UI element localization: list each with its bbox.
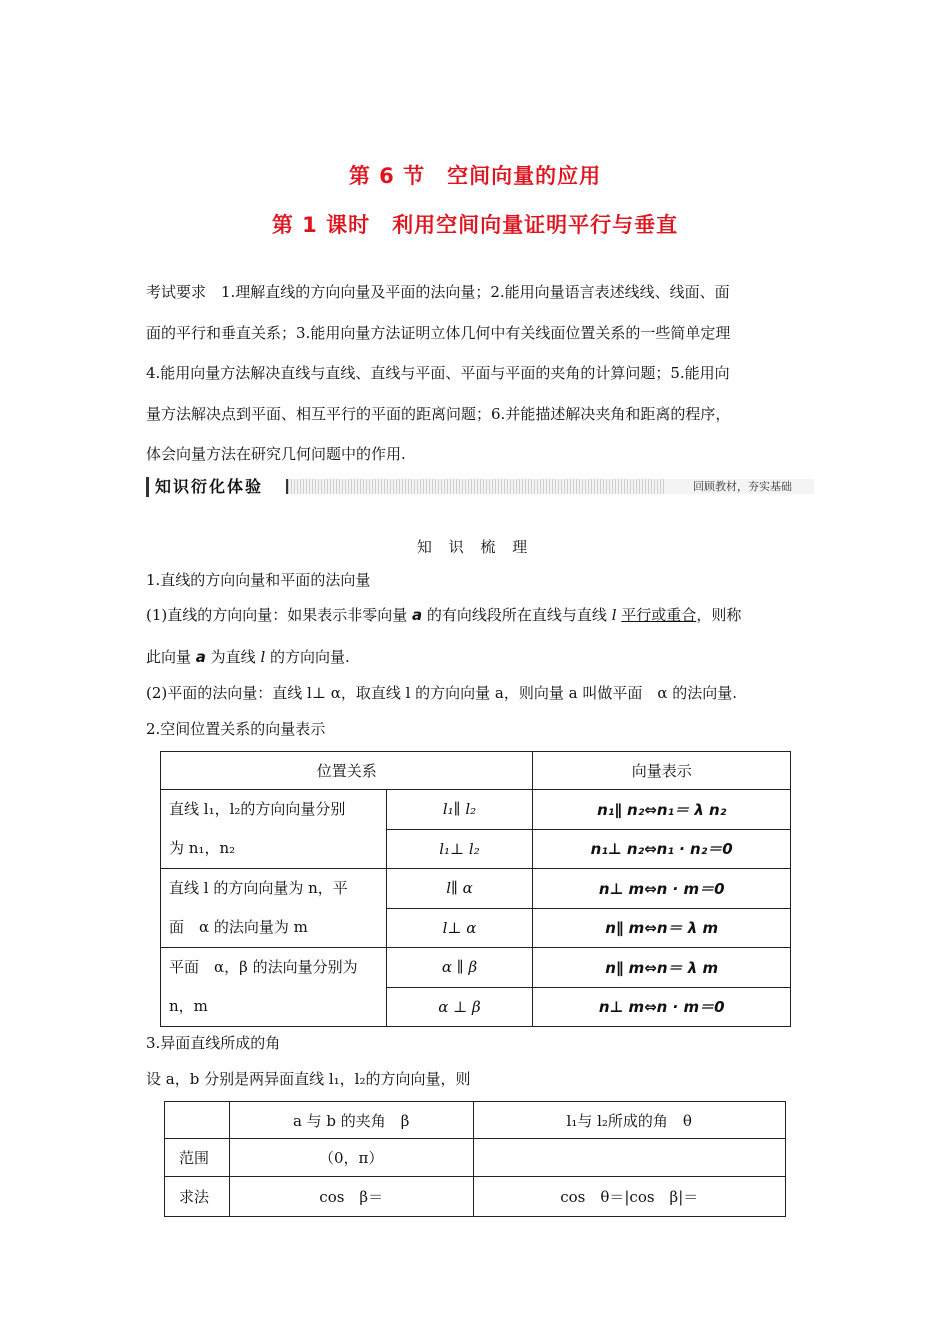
table-header: a 与 b 的夹角 β	[229, 1102, 473, 1139]
table-cell: l₁∥ l₂	[386, 790, 533, 830]
skew-angle-table	[164, 1101, 786, 1217]
table-cell: 直线 l₁，l₂的方向向量分别 为 n₁，n₂	[161, 790, 387, 869]
table-cell: α ∥ β	[386, 948, 533, 988]
item1-paragraph2: (2)平面的法向量：直线 l⊥ α，取直线 l 的方向向量 a，则向量 a 叫做平面 α 的法向量.	[146, 684, 738, 702]
table-cell: α ⊥ β	[386, 987, 533, 1027]
table-cell: n₁∥ n₂⇔n₁＝ λ n₂	[533, 790, 791, 830]
table-cell: l∥ α	[386, 869, 533, 909]
section-band-label: 知识衍化体验	[146, 477, 284, 497]
table-cell: （0，π）	[229, 1139, 473, 1177]
exam-requirements-line: 体会向量方法在研究几何问题中的作用.	[146, 445, 406, 463]
exam-requirements-line: 量方法解决点到平面、相互平行的平面的距离问题；6.并能描述解决夹角和距离的程序，	[146, 404, 731, 423]
table-cell: l⊥ α	[386, 908, 533, 948]
item1-paragraph1: (1)直线的方向向量：如果表示非零向量 a 的有向线段所在直线与直线 l 平行或重合，则称	[146, 606, 742, 624]
exam-requirements-line: 考试要求 1.理解直线的方向向量及平面的法向量；2.能用向量语言表述线线、线面、面	[146, 283, 730, 301]
table-cell: cos β＝	[229, 1177, 473, 1217]
table-cell: 求法	[165, 1177, 230, 1217]
position-relation-table	[160, 751, 791, 1027]
item2-heading: 2.空间位置关系的向量表示	[146, 720, 326, 738]
item1-paragraph1-cont: 此向量 a 为直线 l 的方向向量.	[146, 648, 350, 666]
exam-requirements-line: 4.能用向量方法解决直线与直线、直线与平面、平面与平面的夹角的计算问题；5.能用向	[146, 364, 730, 382]
table-cell: 范围	[165, 1139, 230, 1177]
table-cell: n∥ m⇔n＝ λ m	[533, 908, 791, 948]
table-header: 位置关系	[161, 752, 533, 790]
exam-requirements-line: 面的平行和垂直关系；3.能用向量方法证明立体几何中有关线面位置关系的一些简单定理	[146, 323, 731, 342]
table-cell: n⊥ m⇔n · m＝0	[533, 987, 791, 1027]
section-band	[146, 477, 814, 497]
table-cell: l₁⊥ l₂	[386, 829, 533, 869]
section-band-tag: 回顾教材，夯实基础	[664, 479, 814, 494]
lesson-title: 第 1 课时 利用空间向量证明平行与垂直	[271, 213, 679, 237]
table-cell: 平面 α，β 的法向量分别为 n，m	[161, 948, 387, 1027]
table-cell: n⊥ m⇔n · m＝0	[533, 869, 791, 909]
table-cell: n₁⊥ n₂⇔n₁ · n₂＝0	[533, 829, 791, 869]
item3-intro: 设 a，b 分别是两异面直线 l₁，l₂的方向向量，则	[146, 1070, 471, 1088]
table-cell: n∥ m⇔n＝ λ m	[533, 948, 791, 988]
item1-heading: 1.直线的方向向量和平面的法向量	[146, 571, 371, 589]
table-cell: cos θ＝|cos β|＝	[473, 1177, 786, 1217]
exam-requirements	[146, 272, 810, 475]
table-cell: 直线 l 的方向向量为 n，平 面 α 的法向量为 m	[161, 869, 387, 948]
section-title: 知 识 梳 理	[416, 538, 534, 556]
table-header: l₁与 l₂所成的角 θ	[473, 1102, 786, 1139]
table-header	[165, 1102, 230, 1139]
table-cell	[473, 1139, 786, 1177]
page-title: 第 6 节 空间向量的应用	[348, 164, 602, 188]
table-header: 向量表示	[533, 752, 791, 790]
fill-blank: 平行或重合	[621, 606, 697, 624]
item3-heading: 3.异面直线所成的角	[146, 1034, 281, 1052]
